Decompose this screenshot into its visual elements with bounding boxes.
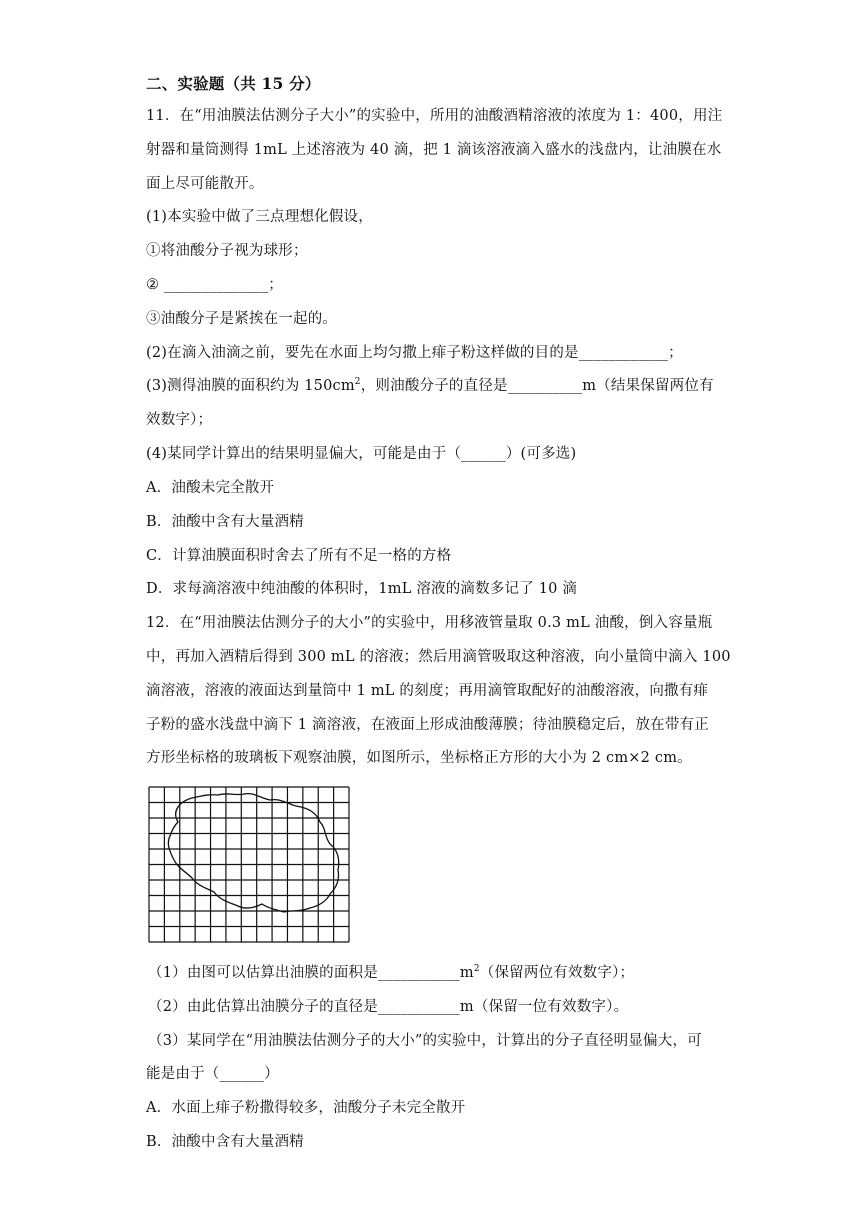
q12-part-1-sup: 2 <box>473 964 480 975</box>
q12-stem-line-5: 方形坐标格的玻璃板下观察油膜，如图所示，坐标格正方形的大小为 2 cm×2 cm。 <box>146 750 692 766</box>
q12-part-3-cont: 能是由于（______） <box>146 1066 279 1082</box>
section-title: 二、实验题（共 15 分） <box>146 74 321 93</box>
q11-part-3 <box>146 376 714 396</box>
q11-option-d: D．求每滴溶液中纯油酸的体积时，1mL 溶液的滴数多记了 10 滴 <box>146 581 578 597</box>
q12-part-3: （3）某同学在“用油膜法估测分子的大小”的实验中，计算出的分子直径明显偏大，可 <box>148 1033 702 1049</box>
q11-part-4: (4)某同学计算出的结果明显偏大，可能是由于（______）(可多选) <box>146 446 577 462</box>
q11-assumption-3: ③油酸分子是紧挨在一起的。 <box>146 311 338 327</box>
q12-part-2: （2）由此估算出油膜分子的直径是___________m（保留一位有效数字）。 <box>148 999 629 1015</box>
q12-stem-line-1: 12．在“用油膜法估测分子的大小”的实验中，用移液管量取 0.3 mL 油酸，倒入容量瓶 <box>146 615 713 631</box>
q11-option-a: A．油酸未完全散开 <box>146 480 275 496</box>
q11-stem-line-3: 面上尽可能散开。 <box>146 176 264 192</box>
q12-stem-line-4: 子粉的盛水浅盘中滴下 1 滴溶液，在液面上形成油酸薄膜；待油膜稳定后，放在带有正 <box>146 717 709 733</box>
q11-part-3-sup: 2 <box>354 377 361 388</box>
q11-stem-line-1: 11．在“用油膜法估测分子大小”的实验中，所用的油酸酒精溶液的浓度为 1：400，用注 <box>146 108 723 124</box>
q11-part-3-text-a: (3)测得油膜的面积约为 150cm <box>146 378 355 394</box>
oil-film-grid-figure <box>148 786 350 943</box>
q12-stem-line-3: 滴溶液，溶液的液面达到量筒中 1 mL 的刻度；再用滴管取配好的油酸溶液，向撒有痱 <box>146 683 709 699</box>
q11-option-c: C．计算油膜面积时舍去了所有不足一格的方格 <box>146 548 452 564</box>
q12-part-1-text-b: （保留两位有效数字）； <box>479 965 635 981</box>
grid-lines <box>149 787 349 942</box>
q11-option-b: B．油酸中含有大量酒精 <box>146 514 304 530</box>
q11-assumption-1: ①将油酸分子视为球形； <box>146 243 308 259</box>
q11-part-2: (2)在滴入油滴之前，要先在水面上均匀撒上痱子粉这样做的目的是____________； <box>146 345 683 361</box>
q12-part-1 <box>148 963 634 983</box>
q12-option-b: B．油酸中含有大量酒精 <box>146 1134 304 1150</box>
q11-part-3-text-b: ，则油酸分子的直径是__________m（结果保留两位有 <box>360 378 714 394</box>
q11-assumption-2-blank: ② ______________； <box>146 277 284 293</box>
oil-film-outline <box>168 794 338 912</box>
q11-part-3-cont: 效数字）； <box>146 412 213 428</box>
q12-option-a: A．水面上痱子粉撒得较多，油酸分子未完全散开 <box>146 1100 466 1116</box>
q11-part-1: (1)本实验中做了三点理想化假设， <box>146 209 373 225</box>
q12-part-1-text-a: （1）由图可以估算出油膜的面积是___________m <box>148 965 474 981</box>
q12-stem-line-2: 中，再加入酒精后得到 300 mL 的溶液；然后用滴管吸取这种溶液，向小量筒中滴入 100 <box>146 649 731 665</box>
q11-stem-line-2: 射器和量筒测得 1mL 上述溶液为 40 滴，把 1 滴该溶液滴入盛水的浅盘内，让油膜在水 <box>146 142 722 158</box>
